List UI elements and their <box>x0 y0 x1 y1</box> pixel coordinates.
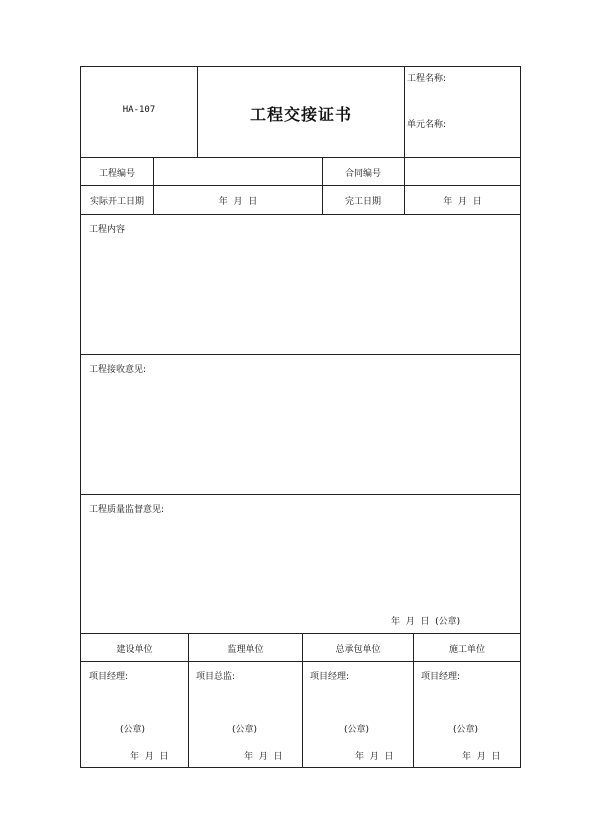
party-date-construction: 年 月 日 <box>130 752 169 762</box>
start-date-label: 实际开工日期 <box>89 197 144 207</box>
end-date-value[interactable]: 年 月 日 <box>443 197 482 207</box>
project-name-label: 工程名称: <box>407 74 447 84</box>
contract-no-label: 合同编号 <box>344 169 381 179</box>
party-seal-builder: (公章) <box>453 725 479 735</box>
party-date-supervision: 年 月 日 <box>244 752 283 762</box>
page-title: 工程交接证书 <box>249 105 352 124</box>
acceptance-opinion-area[interactable] <box>82 376 519 490</box>
row-divider <box>81 633 520 634</box>
row-divider <box>81 354 520 355</box>
party-date-general-contractor: 年 月 日 <box>355 752 394 762</box>
party-name-supervision: 监理单位 <box>227 645 264 655</box>
form-code: HA-107 <box>122 105 156 115</box>
end-date-label: 完工日期 <box>344 197 381 207</box>
unit-name-label: 单元名称: <box>407 120 447 130</box>
party-name-general-contractor: 总承包单位 <box>335 645 381 655</box>
project-no-label: 工程编号 <box>98 169 135 179</box>
project-content-label: 工程内容 <box>89 225 126 235</box>
row-divider <box>81 185 520 186</box>
party-seal-general-contractor: (公章) <box>344 725 370 735</box>
party-role-general-contractor: 项目经理: <box>310 672 350 682</box>
acceptance-opinion-label: 工程接收意见: <box>89 365 147 375</box>
project-content-area[interactable] <box>82 236 519 350</box>
party-name-construction: 建设单位 <box>116 645 153 655</box>
party-role-supervision: 项目总监: <box>196 672 236 682</box>
party-seal-supervision: (公章) <box>232 725 258 735</box>
row-divider <box>81 494 520 495</box>
party-name-builder: 施工单位 <box>448 645 485 655</box>
contract-no-field[interactable] <box>405 158 520 184</box>
party-date-builder: 年 月 日 <box>462 752 501 762</box>
quality-date-seal: 年 月 日 (公章) <box>391 617 461 627</box>
party-role-construction: 项目经理: <box>89 672 129 682</box>
quality-opinion-area[interactable] <box>82 516 519 610</box>
party-role-builder: 项目经理: <box>421 672 461 682</box>
row-divider <box>81 214 520 215</box>
start-date-value[interactable]: 年 月 日 <box>218 197 258 207</box>
row-divider <box>81 661 520 662</box>
project-no-field[interactable] <box>154 158 321 184</box>
party-seal-construction: (公章) <box>120 725 146 735</box>
quality-opinion-label: 工程质量监督意见: <box>89 505 165 515</box>
col-divider <box>404 67 405 157</box>
